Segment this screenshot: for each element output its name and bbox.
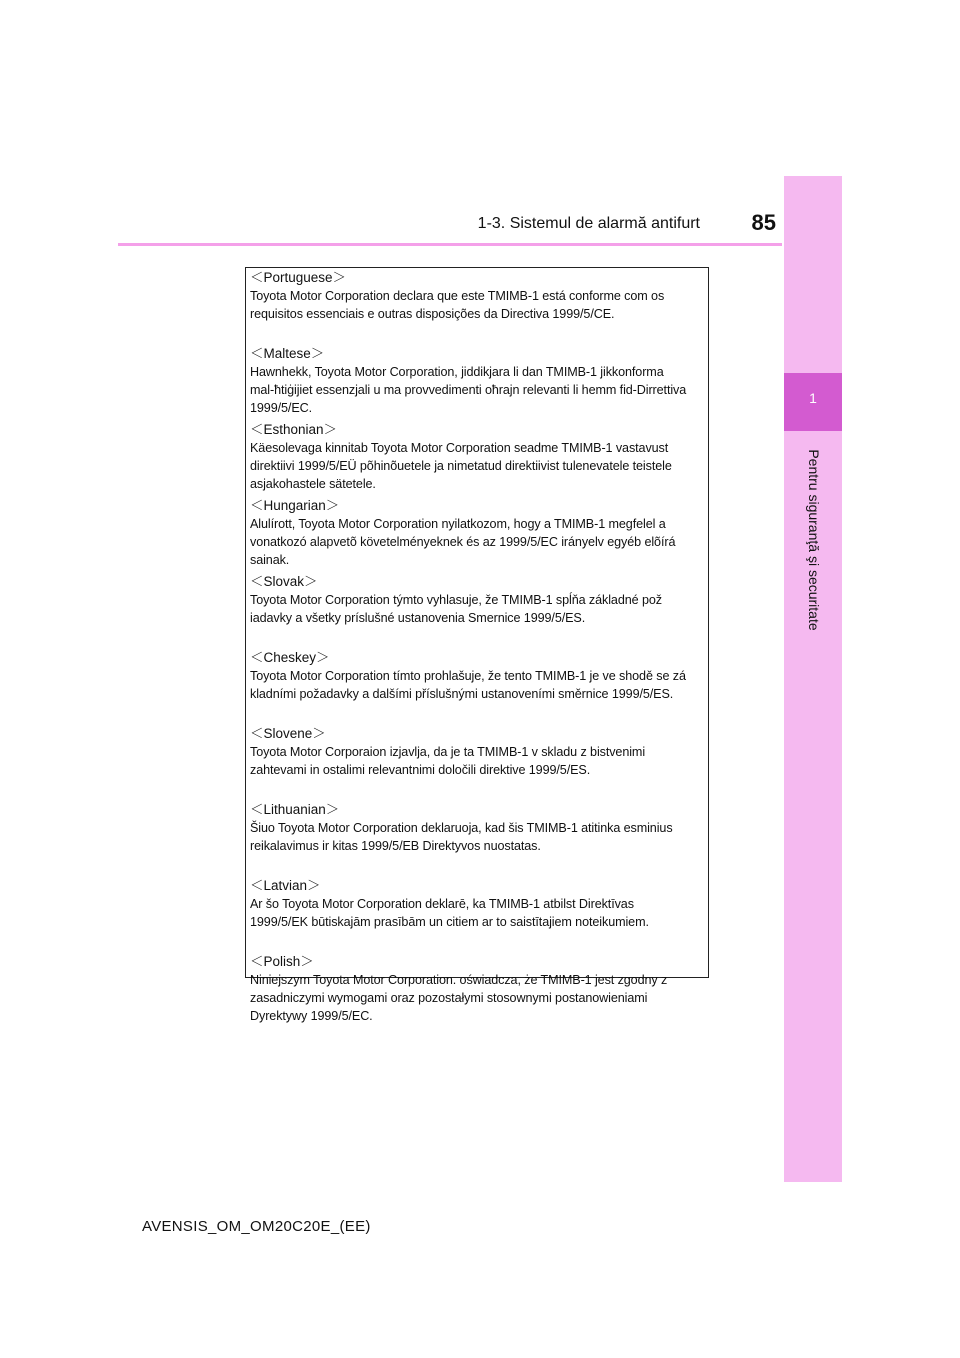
section-title: Pentru siguranţă şi securitate xyxy=(806,449,822,631)
declaration-text: Toyota Motor Corporaion izjavlja, da je ta TMIMB-1 v skladu z bistvenimi zahtevami in ostalimi relevantnimi določili direktive 1999/5/ES. xyxy=(250,745,646,777)
declaration-text: Toyota Motor Corporation declara que este TMIMB-1 está conforme com os requisitos essenciais e outras disposições da Directiva 1999/5/CE. xyxy=(250,289,665,321)
declaration-latvian xyxy=(250,877,708,931)
declaration-language: ＜Esthonian＞ xyxy=(250,422,338,437)
declaration-slovene xyxy=(250,725,708,779)
declarations-box xyxy=(245,267,709,1023)
declaration-hungarian xyxy=(250,497,708,569)
declaration-esthonian xyxy=(250,421,708,493)
declaration-text: Hawnhekk, Toyota Motor Corporation, jiddikjara li dan TMIMB-1 jikkonforma mal-ħtiġijiet essenzjali u ma provvedimenti oħrajn relevanti li hemm fid-Dirrettiva 1999/5/EC. xyxy=(250,365,687,415)
side-tab xyxy=(784,176,842,1182)
declaration-portuguese xyxy=(250,269,708,323)
declaration-language: ＜Hungarian＞ xyxy=(250,498,340,513)
declaration-polish xyxy=(250,953,708,1025)
declaration-text: Alulírott, Toyota Motor Corporation nyilatkozom, hogy a TMIMB-1 megfelel a vonatkozó alapvetõ követelményeknek és az 1999/5/EC irányelv egyéb elõírá sainak. xyxy=(250,517,676,567)
declaration-language: ＜Slovak＞ xyxy=(250,574,318,589)
declaration-language: ＜Cheskey＞ xyxy=(250,650,330,665)
declaration-text: Käesolevaga kinnitab Toyota Motor Corporation seadme TMIMB-1 vastavust direktiivi 1999/5/EÜ põhinõuetele ja nimetatud direktiivist tulenevatele teistele asjakohastele sätetele. xyxy=(250,441,672,491)
declaration-text: Ar šo Toyota Motor Corporation deklarē, ka TMIMB-1 atbilst Direktīvas 1999/5/EK būtiskajām prasībām un citiem ar to saistītajiem noteikumiem. xyxy=(250,897,649,929)
declaration-language: ＜Slovene＞ xyxy=(250,726,326,741)
page-number: 85 xyxy=(751,210,776,235)
declaration-language: ＜Latvian＞ xyxy=(250,878,321,893)
declaration-text: Niniejszym Toyota Motor Corporation. oświadcza, że TMIMB-1 jest zgodny z zasadniczymi wymogami oraz pozostałymi stosownymi postanowieniami Dyrektywy 1999/5/EC. xyxy=(250,973,668,1023)
declaration-text: Šiuo Toyota Motor Corporation deklaruoja, kad šis TMIMB-1 atitinka esminius reikalavimus ir kitas 1999/5/EB Direktyvos nuostatas. xyxy=(250,821,673,853)
declaration-slovak xyxy=(250,573,708,627)
header-rule xyxy=(118,243,782,246)
declaration-language: ＜Polish＞ xyxy=(250,954,314,969)
header-title: 1-3. Sistemul de alarmă antifurt xyxy=(477,215,700,232)
declaration-maltese xyxy=(250,345,708,417)
footer-document-id: AVENSIS_OM_OM20C20E_(EE) xyxy=(142,1218,371,1235)
declaration-language: ＜Lithuanian＞ xyxy=(250,802,340,817)
declaration-text: Toyota Motor Corporation týmto vyhlasuje, že TMIMB-1 spĺňa základné pož iadavky a všetky príslušné ustanovenia Smernice 1999/5/ES. xyxy=(250,593,662,625)
declaration-cheskey xyxy=(250,649,708,703)
declaration-lithuanian xyxy=(250,801,708,855)
declaration-language: ＜Portuguese＞ xyxy=(250,270,347,285)
declaration-text: Toyota Motor Corporation tímto prohlašuje, že tento TMIMB-1 je ve shodě se zá kladními požadavky a dalšími příslušnými ustanoveními směrnice 1999/5/ES. xyxy=(250,669,686,701)
declaration-language: ＜Maltese＞ xyxy=(250,346,325,361)
chapter-number: 1 xyxy=(809,390,817,406)
